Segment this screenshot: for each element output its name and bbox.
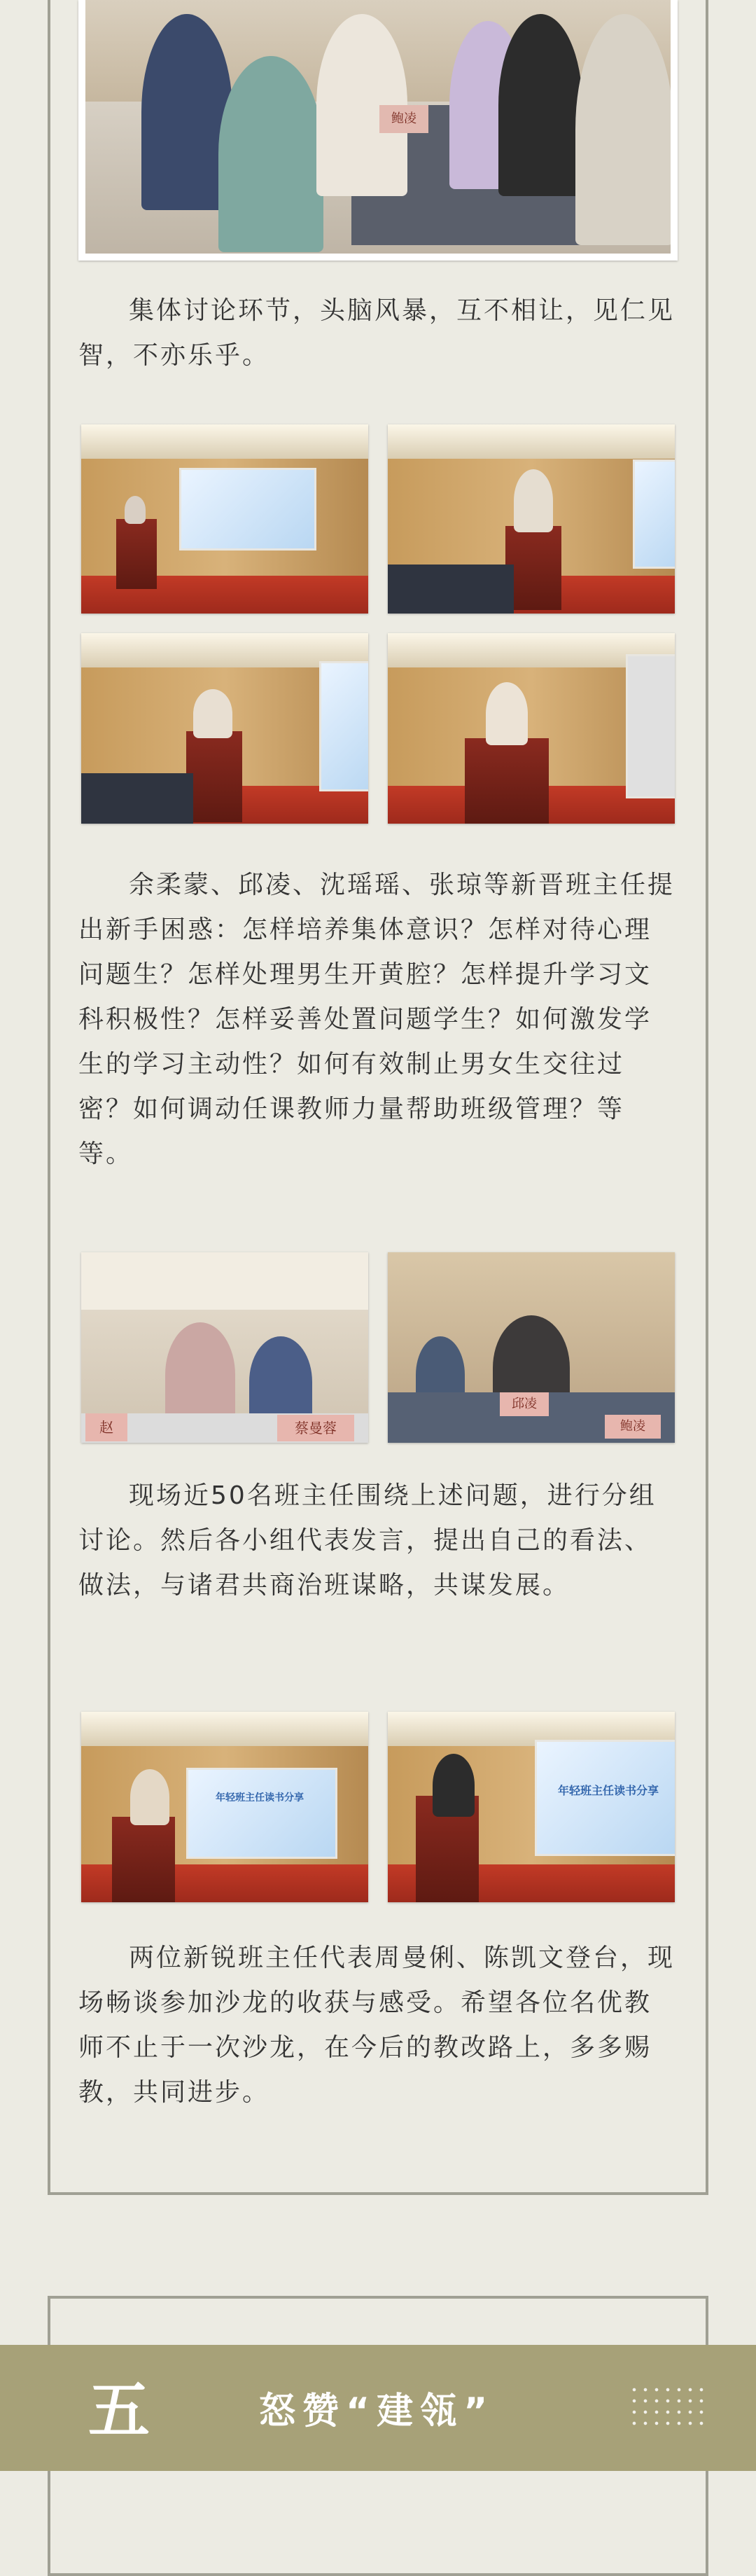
meeting-photo-2: [388, 424, 675, 614]
meeting-photo-4: [388, 633, 675, 824]
nameplate: 蔡曼蓉: [277, 1415, 354, 1441]
meeting-photo-3: [81, 633, 368, 824]
paragraph-group-discussion: 现场近50名班主任围绕上述问题，进行分组讨论。然后各小组代表发言，提出自己的看法、做法，与诸君共商治班谋略，共谋发展。: [78, 1481, 657, 1600]
nameplate: 鲍凌: [379, 105, 428, 133]
dot-pattern-icon: [629, 2384, 707, 2426]
speaker-photo-1: [81, 1712, 368, 1902]
nameplate: 鲍凌: [605, 1415, 661, 1439]
section-number: 五: [88, 2374, 150, 2446]
meeting-photo-1: [81, 424, 368, 614]
paragraph-speakers: 两位新锐班主任代表周曼俐、陈凯文登台，现场畅谈参加沙龙的收获与感受。希望各位名优教师不止于一次沙龙，在今后的教改路上，多多赐教，共同进步。: [78, 1944, 676, 2107]
discussion-photo: [78, 0, 678, 261]
audience-photo-1: [81, 1252, 368, 1443]
screen-banner: 年轻班主任读书分享: [216, 1792, 304, 1803]
section-title: 怒赞“建瓴”: [259, 2390, 495, 2432]
audience-photo-2: [388, 1252, 675, 1443]
paragraph-new-teacher-questions: 余柔蒙、邱凌、沈瑶瑶、张琼等新晋班主任提出新手困惑：怎样培养集体意识？怎样对待心理问题生？怎样处理男生开黄腔？怎样提升学习文科积极性？怎样妥善处置问题学生？如何激发学生的学习主动性？如何有效制止男女生交往过密？如何调动任课教师力量帮助班级管理？等等。: [78, 871, 676, 1168]
speaker-photo-2: [388, 1712, 675, 1902]
paragraph-discussion: 集体讨论环节，头脑风暴，互不相让，见仁见智，不亦乐乎。: [78, 296, 676, 370]
nameplate: 邱凌: [500, 1392, 549, 1416]
screen-banner: 年轻班主任读书分享: [557, 1784, 659, 1797]
nameplate: 赵: [85, 1413, 127, 1441]
